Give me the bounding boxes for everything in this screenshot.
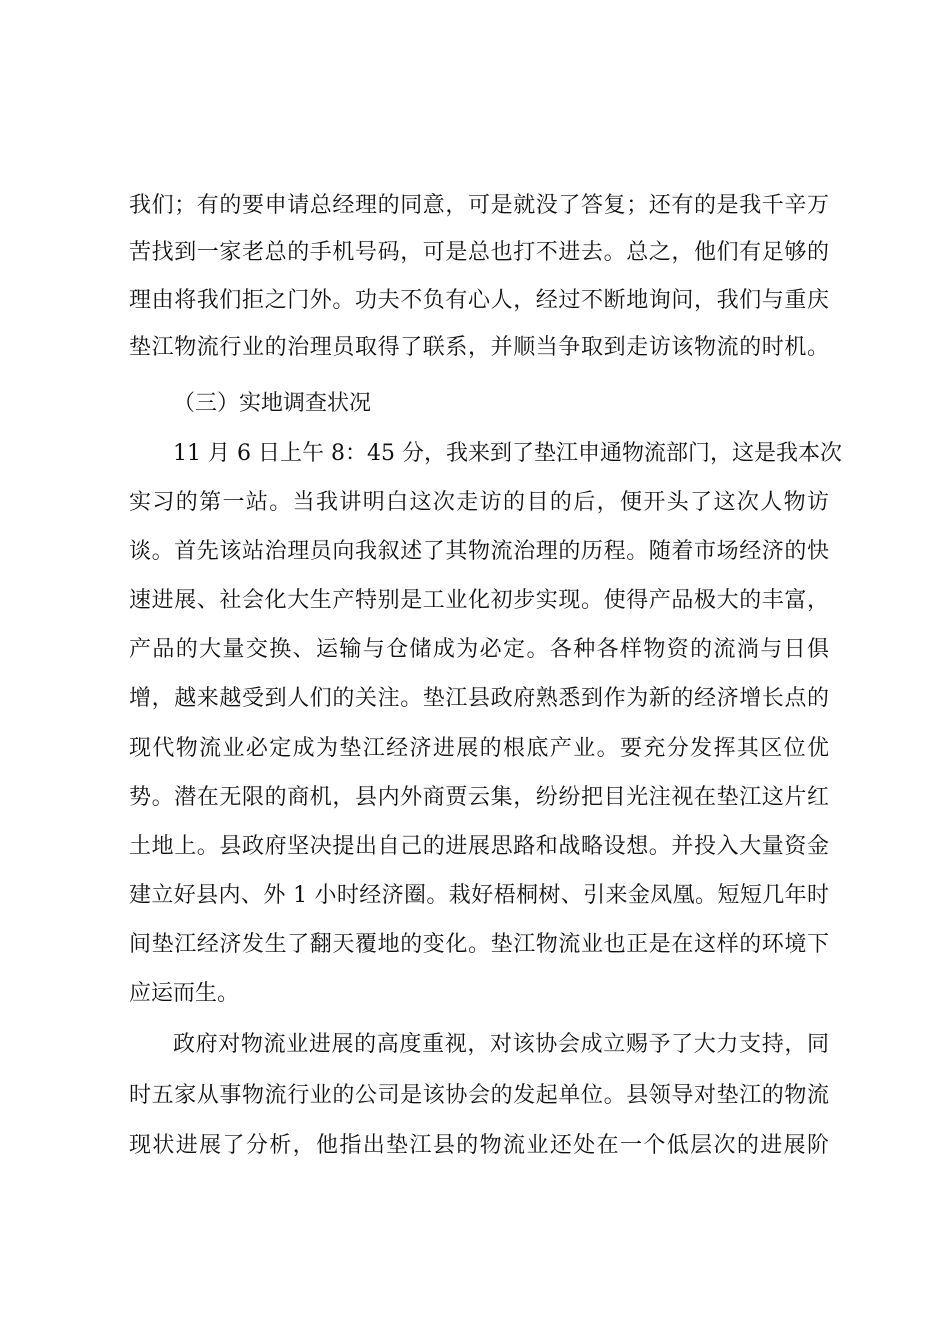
section-heading: （三）实地调查状况 [173,391,372,416]
text-line: 增，越来越受到人们的关注。垫江县政府熟悉到作为新的经济增长点的 [129,686,829,711]
text-line: 建立好县内、外 1 小时经济圈。栽好梧桐树、引来金凤凰。短短几年时 [129,883,829,908]
text-line: 产品的大量交换、运输与仓储成为必定。各种各样物资的流淌与日俱 [129,637,829,662]
text-line: 应运而生。 [129,981,240,1006]
text-line: 政府对物流业进展的高度重视，对该协会成立赐予了大力支持，同 [173,1032,829,1057]
text-line: 势。潜在无限的商机，县内外商贾云集，纷纷把目光注视在垫江这片红 [129,785,829,810]
text-line: 谈。首先该站治理员向我叙述了其物流治理的历程。随着市场经济的快 [129,539,829,564]
text-line: 我们；有的要申请总经理的同意，可是就没了答复；还有的是我千辛万 [129,193,829,218]
text-line: 土地上。县政府坚决提出自己的进展思路和战略设想。并投入大量资金 [129,834,829,859]
text-line: 现状进展了分析，他指出垫江县的物流业还处在一个低层次的进展阶 [129,1133,829,1158]
text-line: 时五家从事物流行业的公司是该协会的发起单位。县领导对垫江的物流 [129,1083,829,1108]
text-line: 垫江物流行业的治理员取得了联系，并顺当争取到走访该物流的时机。 [129,335,829,360]
text-line: 速进展、社会化大生产特别是工业化初步实现。使得产品极大的丰富， [129,588,829,613]
text-line: 实习的第一站。当我讲明白这次走访的目的后，便开头了这次人物访 [129,490,829,515]
text-line: 间垫江经济发生了翻天覆地的变化。垫江物流业也正是在这样的环境下 [129,932,829,957]
text-line: 现代物流业必定成为垫江经济进展的根底产业。要充分发挥其区位优 [129,736,829,761]
text-line: 理由将我们拒之门外。功夫不负有心人，经过不断地询问，我们与重庆 [129,288,829,313]
text-line: 苦找到一家老总的手机号码，可是总也打不进去。总之，他们有足够的 [129,240,829,265]
text-line: 11 月 6 日上午 8：45 分，我来到了垫江申通物流部门，这是我本次 [173,441,842,466]
